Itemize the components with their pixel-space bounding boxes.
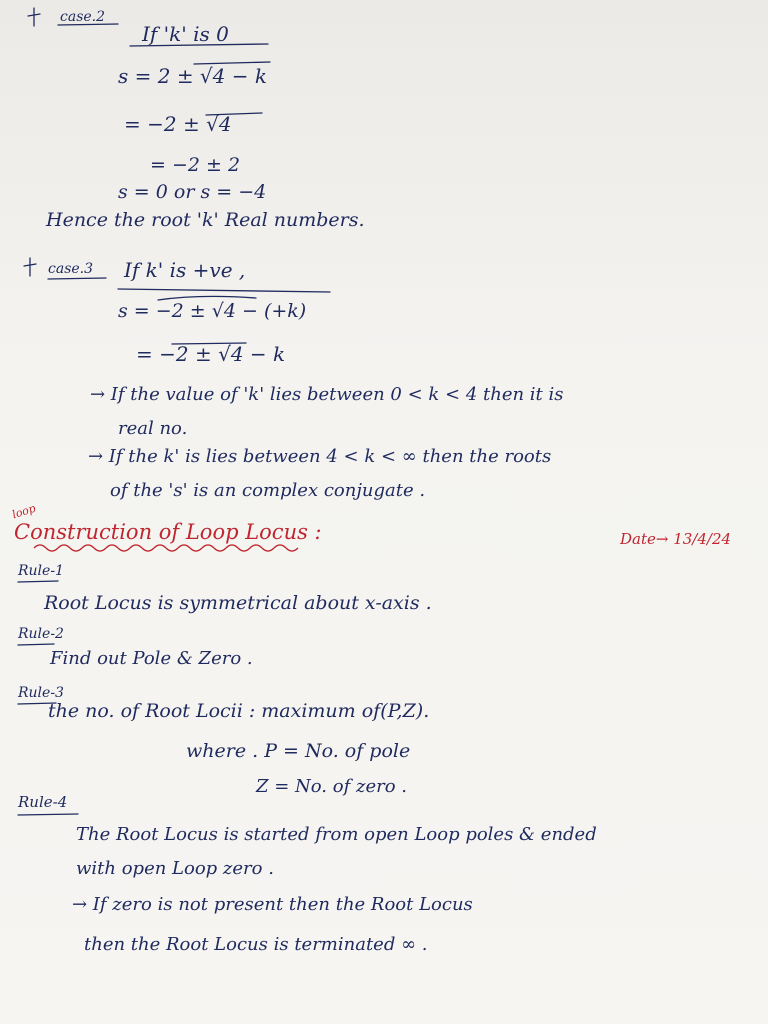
case3-step2: = −2 ± √4 − k — [136, 342, 286, 366]
rule3-line2: where . P = No. of pole — [186, 740, 411, 762]
rule2-underline — [18, 644, 54, 645]
case3-condition-underline — [118, 289, 330, 292]
rule3-line3: Z = No. of zero . — [256, 776, 407, 797]
rule4-line2: with open Loop zero . — [76, 858, 274, 879]
case3-note1-line1: → If the value of 'k' lies between 0 < k < 4 then it is — [90, 384, 564, 405]
case2-conclusion: Hence the root 'k' Real numbers. — [46, 209, 365, 231]
case3-bullet-icon — [24, 258, 36, 276]
case2-step2: = −2 ± √4 — [124, 112, 232, 136]
margin-note: loop — [10, 501, 38, 522]
case2-condition: If 'k' is 0 — [142, 22, 229, 46]
section-title: Construction of Loop Locus : — [14, 520, 322, 544]
section-title-wavy-underline — [34, 545, 298, 551]
case3-note2-line1: → If the k' is lies between 4 < k < ∞ then the roots — [88, 446, 552, 467]
section-date: Date→ 13/4/24 — [620, 530, 732, 548]
case3-label-underline — [48, 278, 106, 279]
rule2-text: Find out Pole & Zero . — [50, 648, 253, 669]
rule1-text: Root Locus is symmetrical about x-axis . — [44, 592, 432, 614]
rule4-underline — [18, 814, 78, 815]
case3-note1-line2: real no. — [118, 418, 188, 439]
case2-roots: s = 0 or s = −4 — [118, 181, 267, 203]
rule4-line3: → If zero is not present then the Root Locus — [72, 894, 473, 915]
rule4-line4: then the Root Locus is terminated ∞ . — [84, 934, 428, 955]
rule3-label: Rule-3 — [18, 685, 64, 701]
case3-condition: If k' is +ve , — [124, 258, 246, 282]
rule2-label: Rule-2 — [18, 626, 64, 642]
rule4-label: Rule-4 — [18, 793, 68, 811]
rule4-line1: The Root Locus is started from open Loop poles & ended — [76, 824, 597, 845]
rule1-underline — [18, 581, 58, 582]
case2-step3: = −2 ± 2 — [150, 154, 241, 176]
rule3-line1: the no. of Root Locii : maximum of(P,Z). — [48, 700, 430, 722]
case3-step1: s = −2 ± √4 − (+k) — [118, 300, 307, 322]
case2-label: case.2 — [60, 9, 106, 25]
rule1-label: Rule-1 — [18, 563, 64, 579]
case2-step1: s = 2 ± √4 − k — [118, 64, 267, 88]
case3-note2-line2: of the 's' is an complex conjugate . — [110, 480, 426, 501]
case2-bullet-icon — [28, 8, 40, 26]
case3-label: case.3 — [48, 261, 94, 277]
